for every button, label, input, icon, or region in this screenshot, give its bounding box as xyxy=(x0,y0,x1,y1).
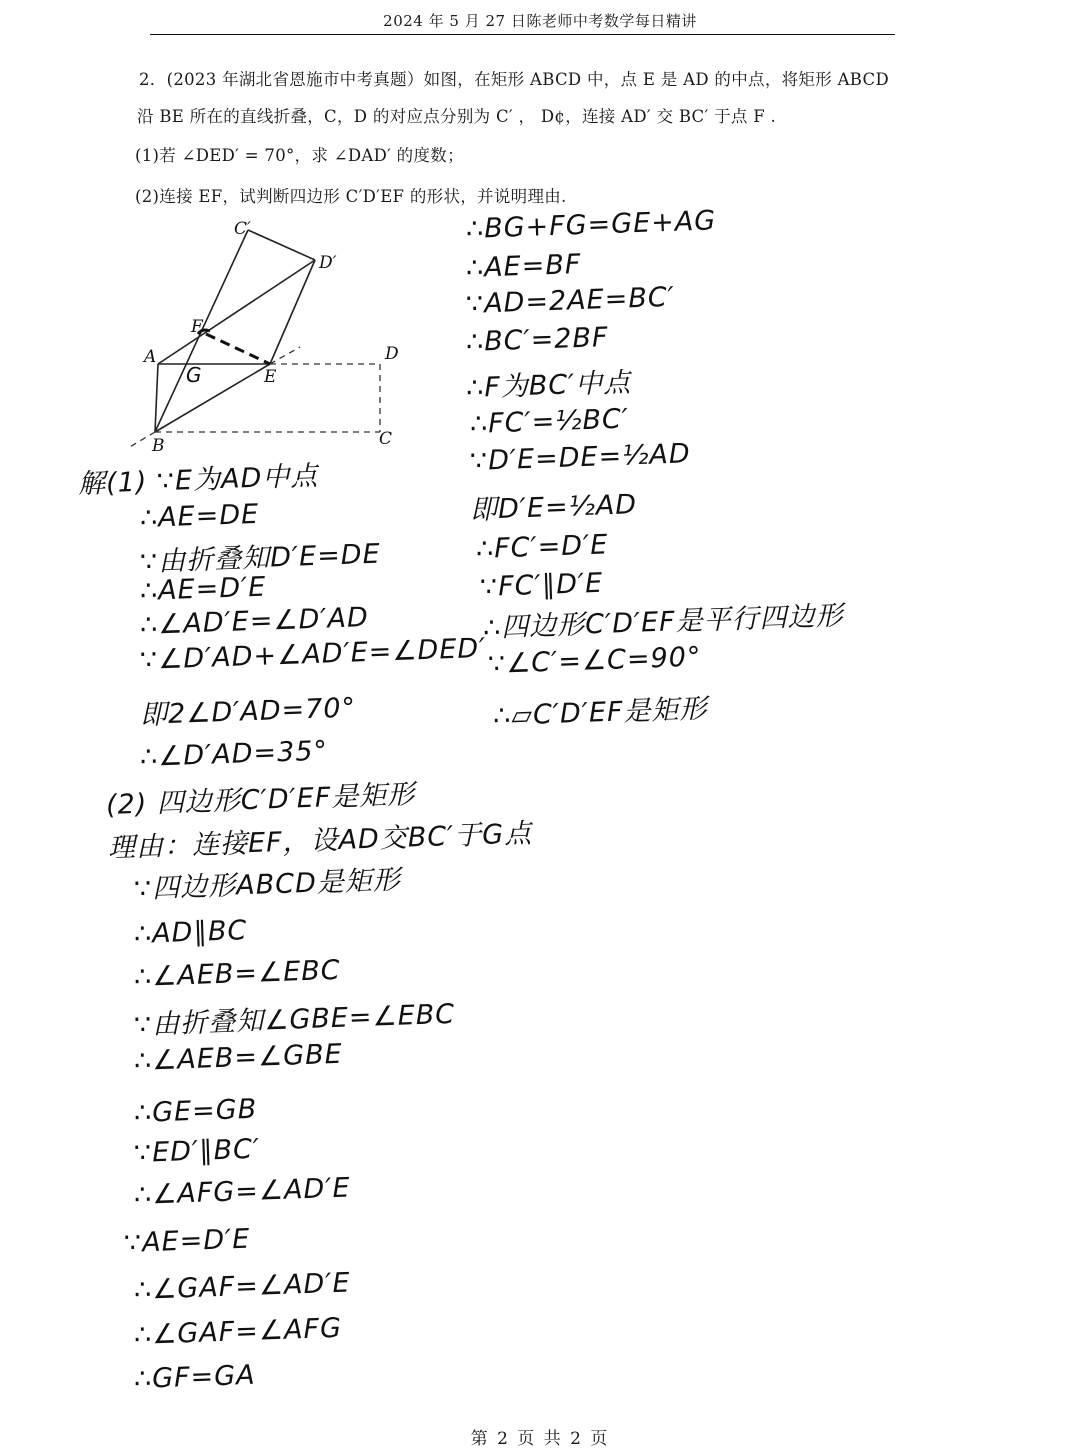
question-line-2: 沿 BE 所在的直线折叠，C，D 的对应点分别为 C′ ， D¢，连接 AD′ 交 BC′ 于点 F . xyxy=(137,107,777,126)
solution-right-line-11: ∴四边形C′D′EF是平行四边形 xyxy=(482,600,845,644)
segment-C1D1 xyxy=(248,230,315,260)
label-D1: D′ xyxy=(319,253,337,273)
solution-left-line-13: ∴∠AEB=∠EBC xyxy=(133,954,342,993)
page-footer: 第 2 页 共 2 页 xyxy=(470,1429,610,1449)
segment-BE xyxy=(155,364,270,432)
label-B: B xyxy=(152,436,165,456)
solution-left-line-19: ∵AE=D′E xyxy=(123,1223,251,1259)
page-header: 2024 年 5 月 27 日陈老师中考数学每日精讲 xyxy=(383,12,697,30)
label-C1: C′ xyxy=(234,219,251,239)
label-E: E xyxy=(264,367,277,387)
solution-right-line-12: ∵∠C′=∠C=90° xyxy=(487,641,702,680)
solution-left-line-18: ∴∠AFG=∠AD′E xyxy=(133,1172,352,1211)
solution-left-line-4: ∴AE=D′E xyxy=(139,571,267,607)
solution-right-line-8: 即D′E=½AD xyxy=(469,489,638,526)
solution-right-line-6: ∴FC′=½BC′ xyxy=(469,403,630,440)
solution-right-line-9: ∴FC′=D′E xyxy=(475,529,609,565)
solution-left-line-8: ∴∠D′AD=35° xyxy=(139,735,329,773)
label-G: G xyxy=(186,363,202,387)
label-D: D xyxy=(385,344,399,364)
segment-EF-bold-dashed xyxy=(206,334,270,364)
solution-right-line-4: ∴BC′=2BF xyxy=(465,322,610,358)
solution-right-line-7: ∵D′E=DE=½AD xyxy=(469,438,692,477)
solution-left-line-21: ∴∠GAF=∠AFG xyxy=(133,1312,343,1351)
solution-left-line-14: ∵由折叠知∠GBE=∠EBC xyxy=(133,998,456,1041)
question-part-1: (1)若 ∠DED′ = 70°，求 ∠DAD′ 的度数； xyxy=(135,146,464,165)
solution-left-line-5: ∴∠AD′E=∠D′AD xyxy=(139,602,370,641)
label-A: A xyxy=(144,347,157,367)
segment-AB xyxy=(155,364,158,432)
label-F: F xyxy=(191,317,203,337)
solution-left-line-15: ∴∠AEB=∠GBE xyxy=(133,1038,344,1077)
solution-left-line-3: ∵由折叠知D′E=DE xyxy=(139,538,382,578)
solution-right-line-1: ∴BG+FG=GE+AG xyxy=(465,205,717,245)
solution-left-line-9: (2) 四边形C′D′EF是矩形 xyxy=(105,779,416,821)
solution-left-line-6: ∵∠D′AD+∠AD′E=∠DED′ xyxy=(139,632,487,676)
solution-left-line-16: ∴GE=GB xyxy=(133,1093,258,1129)
solution-left-line-10: 理由：连接EF，设AD交BC′于G点 xyxy=(107,818,533,864)
solution-left-line-11: ∵四边形ABCD是矩形 xyxy=(133,864,402,905)
geometry-figure xyxy=(100,210,420,460)
extension-BE-lower-dashed xyxy=(128,432,155,448)
solution-left-line-2: ∴AE=DE xyxy=(139,498,260,534)
solution-right-line-3: ∵AD=2AE=BC′ xyxy=(465,281,676,320)
solution-right-line-13: ∴▱C′D′EF是矩形 xyxy=(492,693,708,732)
solution-left-line-20: ∴∠GAF=∠AD′E xyxy=(133,1267,352,1306)
solution-left-line-22: ∴GF=GA xyxy=(133,1359,257,1395)
header-rule xyxy=(150,34,895,35)
solution-left-line-7: 即2∠D′AD=70° xyxy=(139,692,357,731)
question-line-1: 2．(2023 年湖北省恩施市中考真题）如图，在矩形 ABCD 中，点 E 是 AD 的中点，将矩形 ABCD xyxy=(139,70,889,89)
solution-right-line-2: ∴AE=BF xyxy=(465,248,582,284)
solution-right-line-10: ∵FC′∥D′E xyxy=(479,567,604,603)
label-C: C xyxy=(379,429,393,449)
solution-left-line-17: ∵ED′∥BC′ xyxy=(133,1133,261,1169)
solution-left-line-12: ∴AD∥BC xyxy=(133,915,248,950)
solution-left-line-1: 解(1) ∵E为AD中点 xyxy=(77,460,319,500)
question-part-2: (2)连接 EF，试判断四边形 C′D′EF 的形状，并说明理由. xyxy=(135,187,567,206)
solution-right-line-5: ∴F为BC′中点 xyxy=(465,367,632,404)
